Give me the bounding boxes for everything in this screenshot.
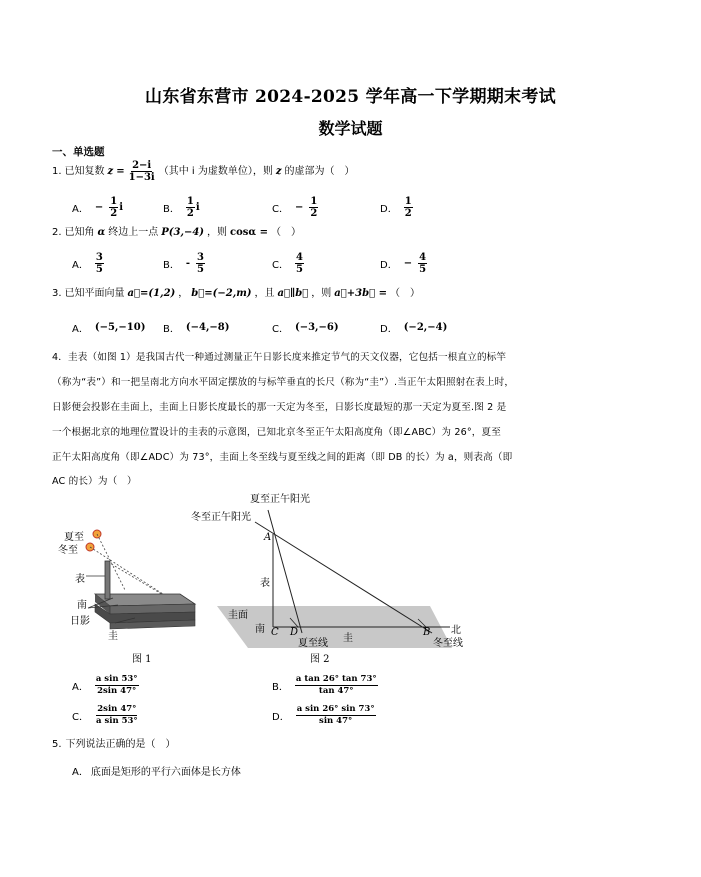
vector-a: a⃗=(1,2) — [127, 288, 176, 299]
question-number: 2. — [52, 227, 62, 238]
label-summer: 夏至 — [64, 532, 84, 543]
question-text: ， — [178, 288, 189, 299]
fraction-numerator: a tan 26° tan 73° — [295, 674, 377, 684]
fraction-denominator: 5 — [295, 264, 303, 275]
option-letter: A． — [72, 324, 89, 335]
fraction-denominator: 1−3i — [128, 172, 155, 183]
fraction — [128, 160, 156, 183]
option-fraction — [296, 704, 376, 727]
vector-b: b⃗=(−2,m) — [191, 288, 252, 299]
summer-ray — [97, 534, 125, 590]
fraction-denominator: 5 — [95, 264, 103, 275]
option-fraction — [404, 196, 413, 219]
q1-option-d[interactable] — [380, 196, 413, 219]
math-point: P(3,−4) — [161, 227, 205, 238]
point-C: C — [271, 627, 279, 638]
option-letter: B． — [163, 260, 180, 271]
q1-option-c[interactable] — [272, 196, 318, 219]
question-text: （ ） — [389, 288, 420, 299]
option-fraction — [196, 252, 205, 275]
figure-2-caption: 图 2 — [310, 654, 330, 665]
fraction-denominator: 2 — [186, 208, 194, 219]
question-4-line: （称为“表”）和一把呈南北方向水平固定摆放的与标竿垂直的长尺（称为“圭”）.当正午太阳照射在表上时， — [52, 377, 515, 388]
fraction-numerator: 4 — [295, 252, 303, 263]
fraction-numerator: 1 — [186, 196, 194, 207]
fraction-denominator: 2 — [310, 208, 318, 219]
q3-option-d[interactable] — [380, 320, 447, 335]
label-north: 北 — [451, 625, 461, 636]
option-letter: C． — [72, 712, 89, 723]
question-text: 下列说法正确的是（ ） — [65, 739, 176, 750]
fraction-numerator: 3 — [197, 252, 204, 263]
option-letter: B． — [272, 682, 289, 693]
fraction-denominator: 2 — [404, 208, 412, 219]
option-sign: − — [94, 202, 104, 213]
question-text: 已知平面向量 — [64, 288, 125, 299]
parallel-condition: a⃗∥b⃗ — [277, 288, 309, 299]
fraction-numerator: 2sin 47° — [97, 704, 137, 714]
option-sign: − — [294, 202, 304, 213]
question-text: （其中 i 为虚数单位），则 — [158, 165, 273, 177]
option-fraction — [95, 704, 139, 727]
q2-option-a[interactable] — [72, 252, 104, 275]
math-var: z — [107, 165, 114, 177]
section-heading: 一、单选题 — [52, 146, 105, 158]
option-fraction — [309, 196, 318, 219]
fraction-numerator: 3 — [95, 252, 103, 263]
question-4-line: 4．圭表（如图 1）是我国古代一种通过测量正午日影长度来推定节气的天文仪器，它包括一根直立的标竿 — [52, 352, 507, 363]
q1-option-b[interactable] — [163, 196, 200, 219]
fraction-numerator: a sin 26° sin 73° — [296, 704, 375, 714]
option-letter: D． — [380, 324, 398, 335]
option-suffix: i — [119, 202, 124, 213]
question-number: 3. — [52, 288, 62, 299]
q4-option-c[interactable] — [72, 704, 139, 727]
option-value: (−4,−8) — [185, 322, 230, 333]
option-letter: C． — [272, 324, 289, 335]
option-letter: D． — [380, 260, 398, 271]
q4-option-d[interactable] — [272, 704, 376, 727]
biao-pole — [105, 561, 110, 599]
math-var: α — [97, 227, 106, 238]
fraction-numerator: 2−i — [132, 160, 152, 171]
question-text: 已知角 — [64, 227, 95, 238]
fraction-numerator: a sin 53° — [95, 674, 138, 684]
option-fraction — [186, 196, 195, 219]
label-gui: 圭 — [343, 633, 353, 644]
option-letter: A． — [72, 682, 89, 693]
figure-2 — [180, 485, 480, 665]
label-winter-light: 冬至正午阳光 — [191, 512, 251, 523]
question-text: 已知复数 — [64, 165, 105, 177]
option-fraction — [95, 674, 139, 697]
q2-option-c[interactable] — [272, 252, 304, 275]
fraction-denominator: a sin 53° — [95, 716, 138, 726]
question-4-line: AC 的长）为（ ） — [52, 476, 137, 487]
q4-option-a[interactable] — [72, 674, 139, 697]
fraction-numerator: 4 — [419, 252, 427, 263]
q4-option-b[interactable] — [272, 674, 378, 697]
question-number: 1. — [52, 165, 62, 177]
label-summer-light: 夏至正午阳光 — [250, 494, 310, 505]
fraction-numerator: 1 — [110, 196, 118, 207]
option-letter: C． — [272, 204, 289, 215]
exam-title: 山东省东营市 2024-2025 学年高一下学期期末考试 — [145, 87, 556, 107]
label-winter: 冬至 — [58, 545, 78, 556]
fraction-denominator: 2 — [110, 208, 118, 219]
q1-option-a[interactable] — [72, 196, 123, 219]
point-B: B — [423, 627, 431, 638]
label-south: 南 — [255, 624, 265, 635]
math-var: z — [275, 165, 282, 177]
option-letter: A． — [72, 260, 89, 271]
fraction-denominator: 2sin 47° — [97, 686, 137, 696]
option-letter: D． — [380, 204, 398, 215]
question-text: 终边上一点 — [108, 227, 159, 238]
point-A: A — [264, 532, 272, 543]
label-winter-line: 冬至线 — [433, 638, 463, 649]
q2-option-b[interactable] — [163, 252, 205, 275]
point-D: D — [290, 627, 299, 638]
label-south: 南 — [77, 600, 87, 611]
option-letter: B． — [163, 204, 180, 215]
question-text: ，则 — [207, 227, 228, 238]
label-gui-face: 圭面 — [228, 610, 248, 621]
fraction-denominator: 5 — [419, 264, 427, 275]
question-text: 的虚部为（ ） — [284, 165, 355, 177]
question-4-line: 正午太阳高度角（即∠ADC）为 73°，圭面上冬至线与夏至线之间的距离（即 DB 的长）为 a，则表高（即 — [52, 452, 513, 463]
option-sign: − — [403, 258, 413, 269]
question-2 — [52, 226, 301, 240]
question-5 — [52, 738, 176, 752]
fraction-denominator: 5 — [197, 264, 204, 275]
q5-option-a[interactable] — [72, 763, 241, 778]
math-eq: = — [116, 165, 125, 177]
option-text: 底面是矩形的平行六面体是长方体 — [90, 767, 241, 778]
option-fraction — [295, 674, 378, 697]
question-3 — [52, 287, 420, 301]
option-letter: C． — [272, 260, 289, 271]
option-fraction — [295, 252, 304, 275]
label-shadow: 日影 — [70, 616, 90, 627]
question-text: ，则 — [311, 288, 332, 299]
option-suffix: i — [195, 202, 200, 213]
option-value: (−3,−6) — [294, 322, 339, 333]
q3-option-c[interactable] — [272, 320, 339, 335]
q2-option-d[interactable] — [380, 252, 427, 275]
option-letter: D． — [272, 712, 290, 723]
exam-subtitle: 数学试题 — [318, 119, 383, 138]
option-letter: A． — [72, 204, 89, 215]
question-number: 5. — [52, 739, 62, 750]
label-summer-line: 夏至线 — [298, 638, 328, 649]
math-expr: a⃗+3b⃗ = — [334, 288, 387, 299]
figure-1-caption: 图 1 — [132, 654, 152, 665]
option-fraction — [418, 252, 427, 275]
option-letter: B． — [163, 324, 180, 335]
option-sign: - — [185, 258, 191, 269]
fraction-denominator: sin 47° — [319, 716, 353, 726]
question-text: ，且 — [254, 288, 275, 299]
label-biao: 表 — [75, 574, 85, 585]
fraction-numerator: 1 — [310, 196, 318, 207]
label-biao: 表 — [260, 578, 270, 589]
question-4-line: 一个根据北京的地理位置设计的圭表的示意图，已知北京冬至正午太阳高度角（即∠ABC）为 26°，夏至 — [52, 427, 502, 438]
option-value: (−2,−4) — [403, 322, 448, 333]
option-letter: A． — [72, 767, 89, 778]
label-gui: 圭 — [108, 631, 118, 642]
option-fraction — [109, 196, 118, 219]
fraction-numerator: 1 — [404, 196, 412, 207]
fraction-denominator: tan 47° — [318, 686, 354, 696]
math-expr: cosα = — [230, 227, 268, 238]
option-fraction — [95, 252, 104, 275]
question-4-line: 日影便会投影在圭面上，圭面上日影长度最长的那一天定为冬至，日影长度最短的那一天定为夏至.图 2 是 — [52, 402, 507, 413]
q3-option-a[interactable] — [72, 320, 145, 335]
question-1 — [52, 160, 355, 183]
question-text: （ ） — [270, 227, 301, 238]
option-value: (−5,−10) — [94, 322, 146, 333]
q3-option-b[interactable] — [163, 320, 230, 335]
